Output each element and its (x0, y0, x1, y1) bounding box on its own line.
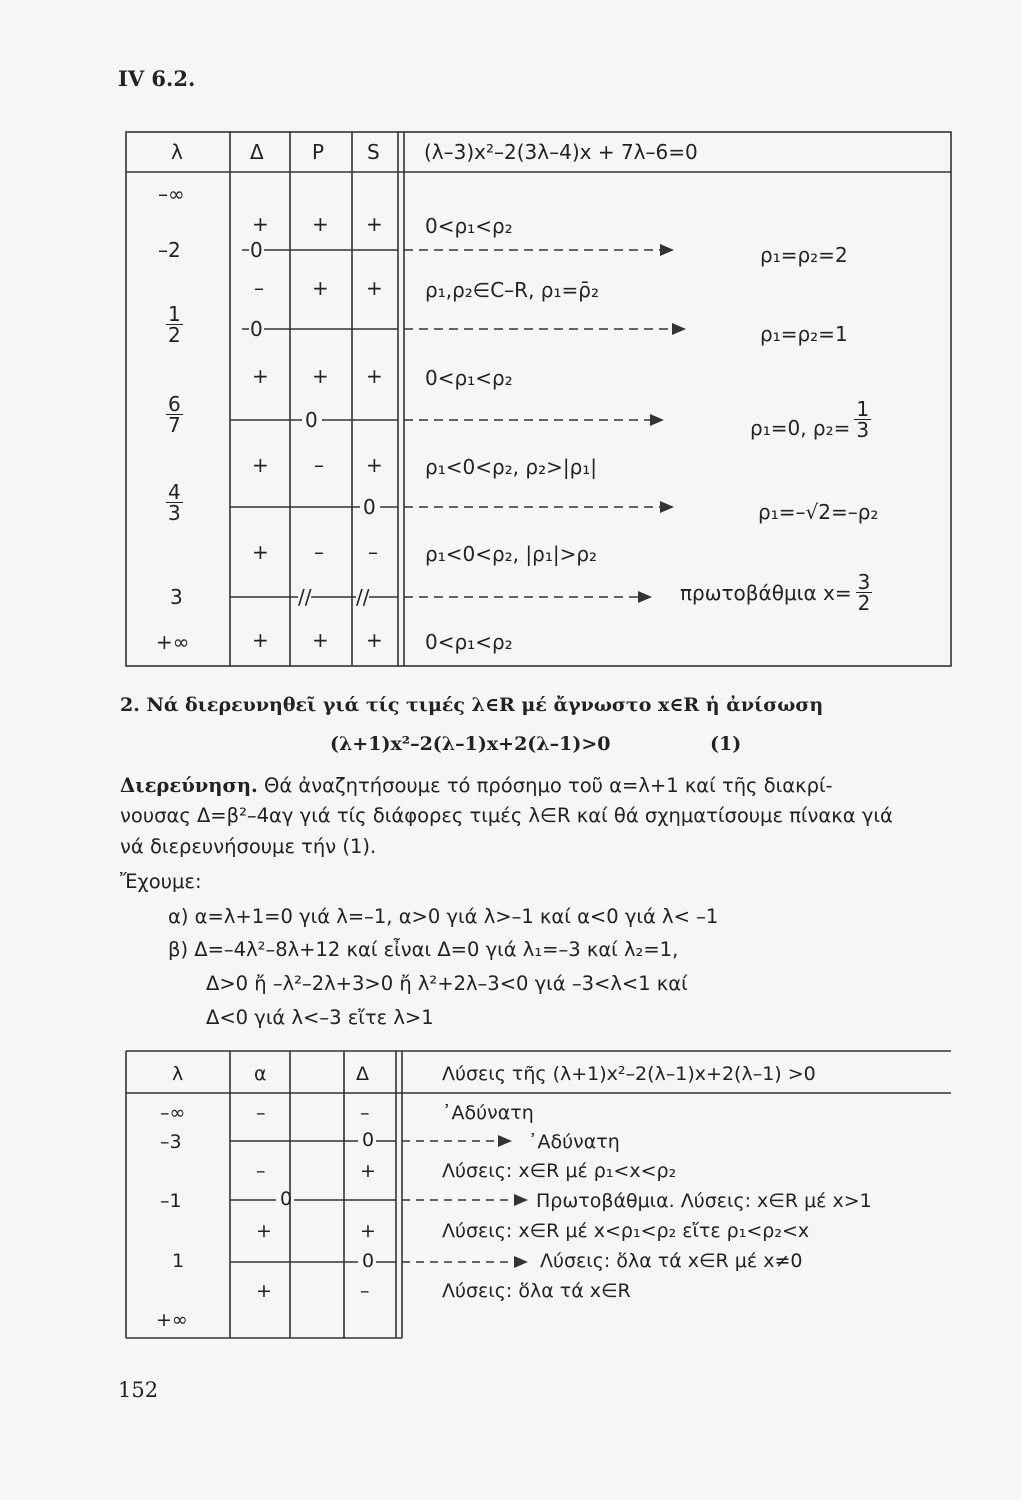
t1-r1-s: + (366, 212, 383, 236)
discussion-line-3: νά διερευνήσουμε τήν (1). (120, 835, 377, 858)
t1-r5-delta: + (252, 540, 269, 564)
t2-r1-alpha: – (256, 1102, 266, 1124)
t1-lambda-four-thirds: $\frac{4}{3}$ (168, 480, 181, 525)
t2-b3-marker: 0 (362, 1250, 375, 1272)
t1-r6-p: + (312, 628, 329, 652)
t1-r3-roots: 0<ρ₁<ρ₂ (425, 366, 513, 390)
t1-r2-p: + (312, 276, 329, 300)
t1-r6-delta: + (252, 628, 269, 652)
t2-r2-delta: + (360, 1160, 376, 1182)
t1-r1-roots: 0<ρ₁<ρ₂ (425, 214, 513, 238)
t1-b5-marker-s: // (356, 585, 370, 609)
t1-r1-delta: + (252, 212, 269, 236)
t1-r3-s: + (366, 364, 383, 388)
t2-lambda-minus-1: –1 (160, 1190, 182, 1212)
discussion-line-1: Διερεύνηση. Θά ἀναζητήσουμε τό πρόσημο τοῦ α=λ+1 καί τῆς διακρί- (120, 774, 833, 797)
t2-r1-delta: – (360, 1102, 370, 1124)
t2-r3-text: Λύσεις: x∈R μέ x<ρ₁<ρ₂ εἴτε ρ₁<ρ₂<x (442, 1220, 810, 1242)
discussion-beta-1: β) Δ=–4λ²–8λ+12 καί εἶναι Δ=0 γιά λ₁=–3 καί λ₂=1, (168, 938, 679, 961)
t2-r4-text: Λύσεις: ὅλα τά x∈R (442, 1280, 631, 1302)
t1-b3-result: ρ₁=0, ρ₂= $\frac{1}{3}$ (750, 396, 870, 442)
t1-r5-roots: ρ₁<0<ρ₂, |ρ₁|>ρ₂ (425, 542, 598, 566)
section-number: IV 6.2. (118, 66, 196, 91)
t1-r6-roots: 0<ρ₁<ρ₂ (425, 630, 513, 654)
t2-lambda-1: 1 (172, 1250, 185, 1272)
t2-r4-alpha: + (256, 1280, 272, 1302)
t1-b2-marker: 0 (250, 317, 263, 341)
t1-lambda-minus-2: –2 (158, 238, 181, 262)
t1-header-delta: Δ (250, 140, 264, 164)
discussion-alpha: α) α=λ+1=0 γιά λ=–1, α>0 γιά λ>–1 καί α<0 γιά λ< –1 (168, 905, 719, 928)
t1-r3-p: + (312, 364, 329, 388)
t1-header-p: P (312, 140, 325, 164)
t2-header-lambda: λ (172, 1063, 184, 1085)
t2-b1-marker: 0 (362, 1129, 375, 1151)
discussion-line-4: Ἔχουμε: (120, 870, 202, 893)
t2-header-alpha: α (254, 1063, 267, 1085)
discussion-beta-3: Δ<0 γιά λ<–3 εἴτε λ>1 (206, 1006, 434, 1029)
t2-b2-text: Πρωτοβάθμια. Λύσεις: x∈R μέ x>1 (536, 1190, 872, 1212)
t1-r4-s: + (366, 453, 383, 477)
t1-r2-s: + (366, 276, 383, 300)
t1-r6-s: + (366, 628, 383, 652)
t1-b3-marker: 0 (305, 408, 318, 432)
t2-b3-text: Λύσεις: ὅλα τά x∈R μέ x≠0 (540, 1250, 803, 1272)
t1-r4-p: – (314, 453, 324, 477)
t1-r2-delta: – (254, 276, 264, 300)
discussion-beta-2: Δ>0 ἤ –λ²–2λ+3>0 ἤ λ²+2λ–3<0 γιά –3<λ<1 καί (206, 972, 688, 995)
problem-statement: 2. Νά διερευνηθεῖ γιά τίς τιμές λ∈R μέ ἄγνωστο x∈R ἡ ἀνίσωση (120, 694, 824, 716)
t1-lambda-plus-inf: +∞ (156, 630, 190, 654)
t2-lambda-minus-inf: –∞ (160, 1102, 186, 1124)
t2-header-delta: Δ (356, 1063, 369, 1085)
t1-b1-marker: 0 (250, 238, 263, 262)
t1-lambda-3: 3 (170, 585, 183, 609)
t2-b1-text: ᾿Αδύνατη (528, 1131, 620, 1153)
problem-inequality: (λ+1)x²–2(λ–1)x+2(λ–1)>0 (330, 733, 611, 755)
t2-r2-text: Λύσεις: x∈R μέ ρ₁<x<ρ₂ (442, 1160, 677, 1182)
t2-r2-alpha: – (256, 1160, 266, 1182)
t1-r2-roots: ρ₁,ρ₂∈C–R, ρ₁=ρ̄₂ (425, 278, 599, 302)
t1-b5-result: πρωτοβάθμια x= $\frac{3}{2}$ (680, 570, 871, 615)
t1-r3-delta: + (252, 364, 269, 388)
t2-lambda-minus-3: –3 (160, 1131, 182, 1153)
t2-r3-delta: + (360, 1220, 376, 1242)
t2-r1-text: ᾿Αδύνατη (442, 1102, 534, 1124)
problem-label: (1) (710, 733, 742, 755)
t1-lambda-minus-inf: –∞ (158, 182, 185, 206)
t1-r5-s: – (368, 540, 378, 564)
t1-header-s: S (367, 140, 380, 164)
t1-r5-p: – (314, 540, 324, 564)
t1-lambda-six-sevenths: $\frac{6}{7}$ (168, 392, 181, 437)
t1-header-equation: (λ–3)x²–2(3λ–4)x + 7λ–6=0 (424, 140, 698, 164)
discussion-line-2: νουσας Δ=β²–4αγ γιά τίς διάφορες τιμές λ∈R καί θά σχηματίσουμε πίνακα γιά (120, 804, 893, 827)
t2-lambda-plus-inf: +∞ (156, 1309, 188, 1331)
t1-r4-delta: + (252, 453, 269, 477)
t1-header-lambda: λ (171, 140, 183, 164)
page-number: 152 (118, 1378, 159, 1402)
t2-header-solutions: Λύσεις τῆς (λ+1)x²–2(λ–1)x+2(λ–1) >0 (442, 1063, 816, 1085)
t1-r1-p: + (312, 212, 329, 236)
t1-b4-marker: 0 (363, 495, 376, 519)
t1-b2-result: ρ₁=ρ₂=1 (760, 322, 848, 346)
t1-b4-result: ρ₁=–√2=–ρ₂ (758, 500, 879, 524)
t2-r3-alpha: + (256, 1220, 272, 1242)
t1-b1-result: ρ₁=ρ₂=2 (760, 243, 848, 267)
t1-lambda-half: $\frac{1}{2}$ (168, 302, 181, 347)
t1-b5-marker-p: // (298, 585, 312, 609)
t1-r4-roots: ρ₁<0<ρ₂, ρ₂>|ρ₁| (425, 455, 598, 479)
t2-b2-marker: 0 (280, 1188, 293, 1210)
t2-r4-delta: – (360, 1280, 370, 1302)
